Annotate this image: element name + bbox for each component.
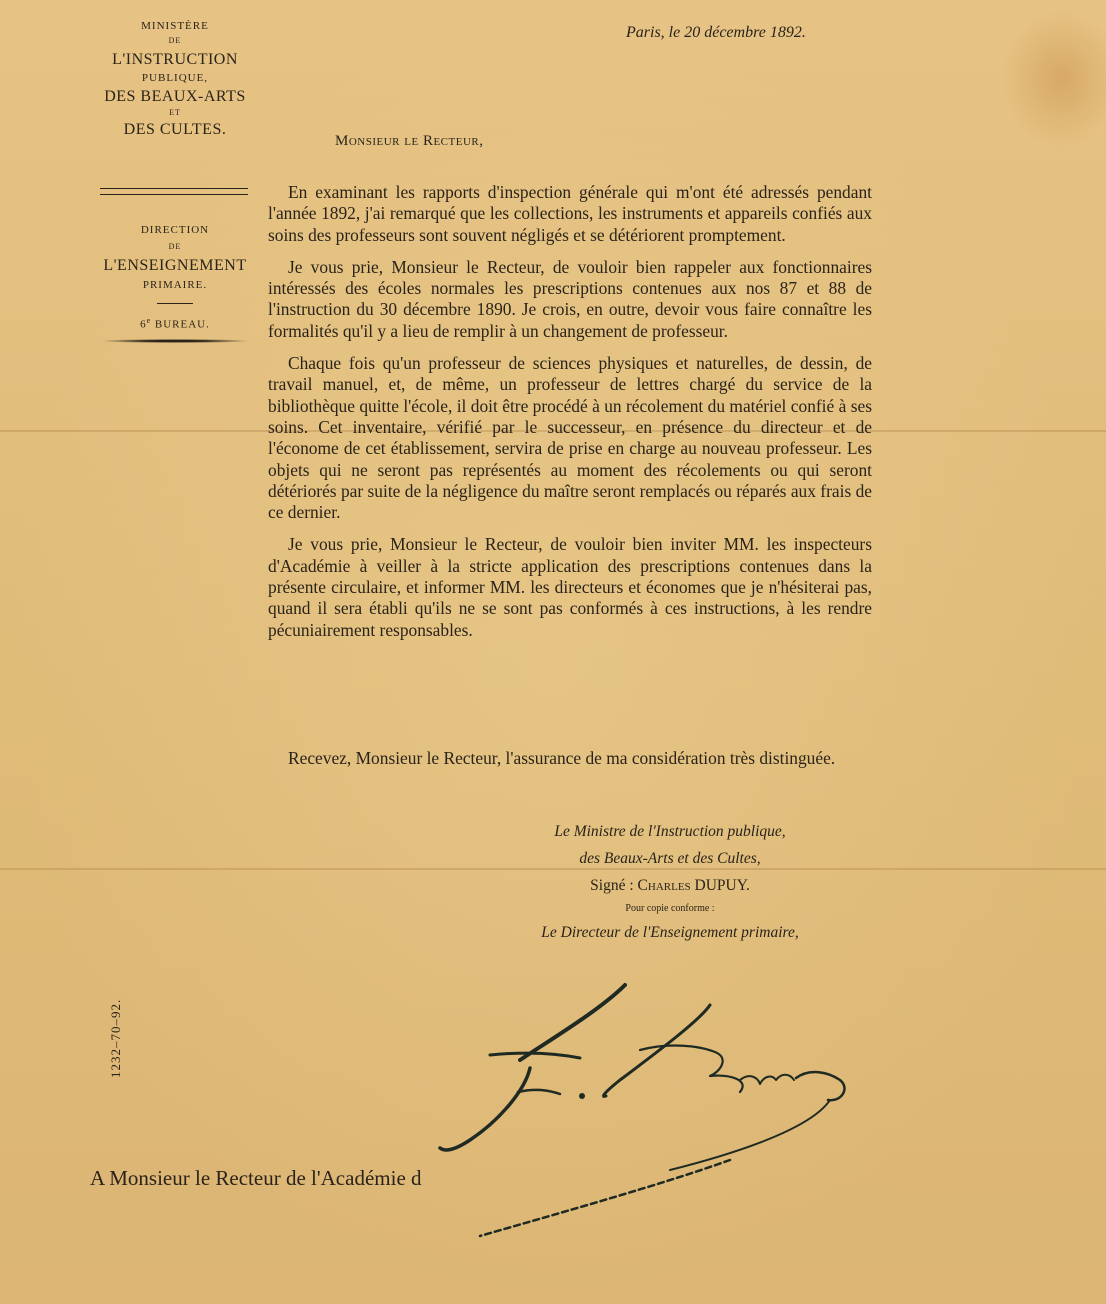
bureau-text: BUREAU. [151, 318, 210, 331]
letterhead-line: MINISTÈRE [141, 20, 209, 32]
signature-stroke [518, 1090, 560, 1094]
letterhead-divider [100, 188, 248, 195]
signature-stroke [604, 1005, 710, 1096]
direction-line: PRIMAIRE. [142, 279, 208, 291]
direction-line: DE [168, 242, 182, 251]
closing-formula [268, 748, 872, 769]
direction-block [92, 224, 258, 343]
signed-line [480, 872, 860, 899]
minister-title: Le Ministre de l'Instruction publique, [554, 823, 786, 840]
signature-stroke [490, 1053, 580, 1058]
bureau-label [92, 316, 258, 331]
handwritten-signature [430, 980, 870, 1240]
paragraph: Je vous prie, Monsieur le Recteur, de vouloir bien inviter MM. les inspecteurs d'Académie à veiller à la stricte application des prescriptions contenues dans la présente circulaire, et informer MM. les directeurs et économes que je n'hésiterai pas, quand il sera établi qu'ils ne se sont pas conformés à ces instructions, à les rendre pécuniairement responsables. [268, 534, 872, 640]
paragraph: Je vous prie, Monsieur le Recteur, de vouloir bien rappeler aux fonctionnaires intéressés des écoles normales les prescriptions contenues aux nos 87 et 88 de l'instruction du 30 décembre 1890. Je crois, en outre, devoir vous faire connaître les formalités qu'il y a lieu de remplir à un changement de professeur. [268, 256, 872, 341]
letterhead-line: DES BEAUX-ARTS [104, 88, 246, 105]
signature-dot [579, 1093, 585, 1099]
bureau-number: 6 [140, 318, 147, 331]
letterhead-line: ET [169, 108, 181, 117]
signature-stroke [520, 985, 625, 1060]
direction-divider [157, 303, 193, 304]
paragraph: En examinant les rapports d'inspection générale qui m'ont été adressés pendant l'année 1892, j'ai remarqué que les collections, les instruments et appareils confiés aux soins des professeurs sont souvent négligés et se détériorent promptement. [268, 182, 872, 245]
copy-note: Pour copie conforme : [625, 903, 715, 914]
paragraph: Chaque fois qu'un professeur de sciences physiques et naturelles, de dessin, de travail manuel, et, de même, un professeur de lettres chargé du service de la bibliothèque quitte l'école, il doit être procédé à un récolement du matériel confié à ses soins. Cet inventaire, vérifié par le successeur, en présence du directeur et de l'économe de cet établissement, servira de prise en charge au nouveau professeur. Les objets qui ne seront pas représentés au moment des récolements ou qui seront détériorés par suite de la négligence du maître seront remplacés ou réparés aux frais de ce dernier. [268, 353, 872, 523]
letter-date: Paris, le 20 décembre 1892. [626, 24, 806, 41]
signature-stroke [480, 1160, 730, 1236]
reference-number: 1232–70–92. [108, 998, 123, 1078]
direction-line: L'ENSEIGNEMENT [103, 257, 247, 274]
signed-prefix: Signé : [590, 877, 638, 894]
ornament-swash [100, 339, 250, 343]
direction-line: DIRECTION [140, 224, 210, 236]
addressee-line: A Monsieur le Recteur de l'Académie d [90, 1166, 422, 1190]
signature-stroke [670, 1100, 830, 1170]
letterhead-line: DES CULTES. [123, 121, 227, 138]
director-title: Le Directeur de l'Enseignement primaire, [541, 924, 799, 941]
signed-name: Charles DUPUY. [637, 877, 750, 894]
salutation: Monsieur le Recteur, [335, 133, 484, 149]
letterhead-line: L'INSTRUCTION [112, 51, 238, 68]
signature-stroke [796, 1072, 844, 1100]
signature-stroke [440, 1068, 530, 1150]
letterhead [92, 20, 258, 139]
signature-stroke [740, 1075, 794, 1084]
minister-title-2: des Beaux-Arts et des Cultes, [579, 850, 761, 867]
signature-block [480, 818, 860, 946]
letterhead-line: DE [168, 36, 182, 45]
closing-text: Recevez, Monsieur le Recteur, l'assurance de ma considération très distinguée. [288, 748, 836, 768]
letterhead-line: PUBLIQUE, [141, 72, 209, 84]
bureau-suffix: e [146, 316, 152, 325]
letter-body [268, 182, 872, 652]
